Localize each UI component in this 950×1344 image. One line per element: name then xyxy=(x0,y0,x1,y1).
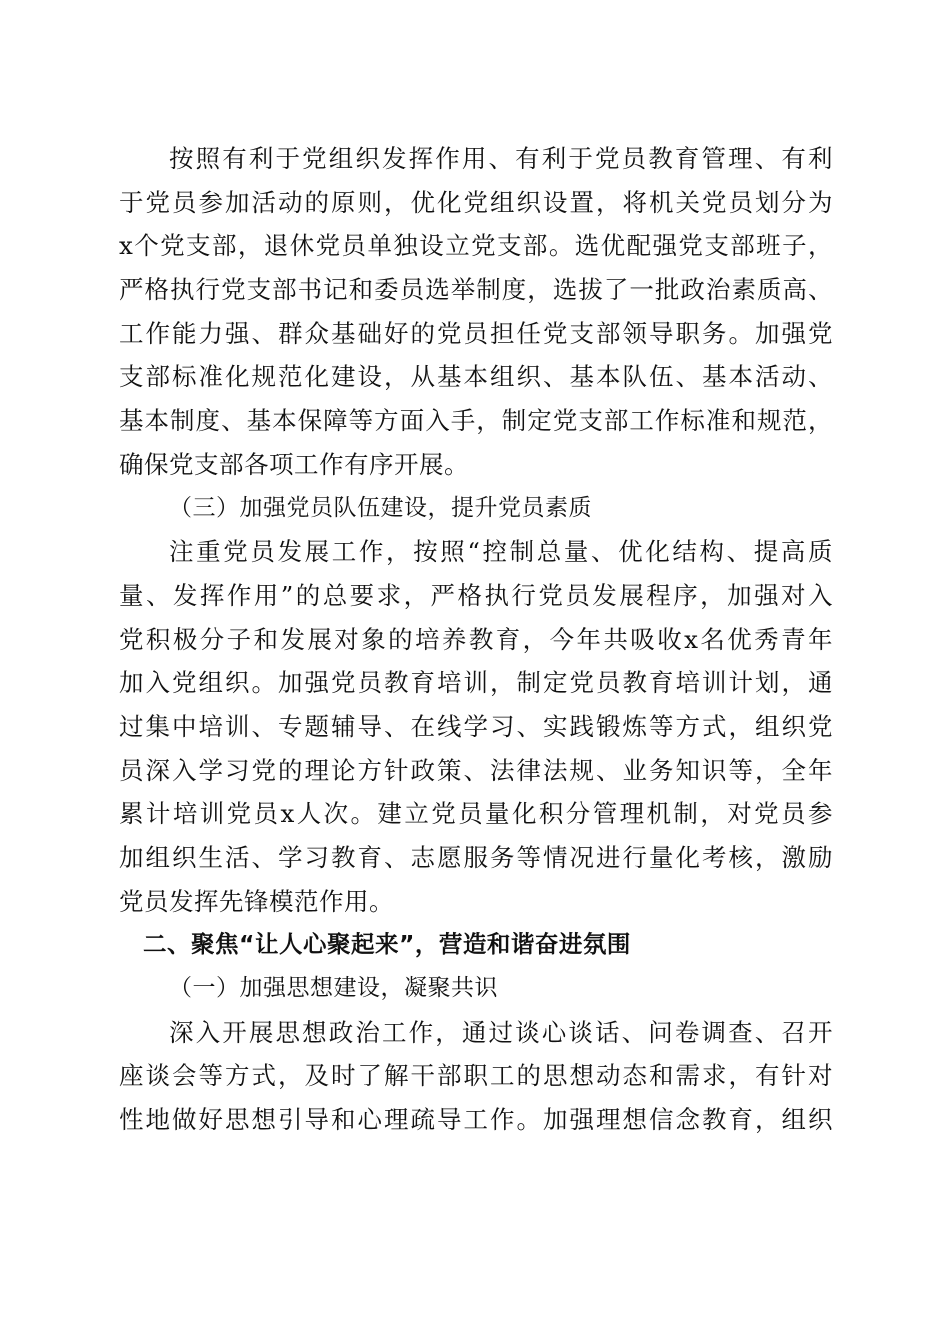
paragraph-line: 基本制度、基本保障等方面入手，制定党支部工作标准和规范， xyxy=(119,406,833,436)
paragraph-line: 过集中培训、专题辅导、在线学习、实践锻炼等方式，组织党 xyxy=(119,711,833,741)
paragraph-line: 工作能力强、群众基础好的党员担任党支部领导职务。加强党 xyxy=(119,318,833,348)
body-text xyxy=(119,137,833,1142)
paragraph-line: 党员发挥先锋模范作用。 xyxy=(119,886,394,916)
paragraph-line: 累计培训党员x人次。建立党员量化积分管理机制，对党员参 xyxy=(119,799,833,829)
paragraph-line: 座谈会等方式，及时了解干部职工的思想动态和需求，有针对 xyxy=(119,1061,833,1091)
paragraph-line: 支部标准化规范化建设，从基本组织、基本队伍、基本活动、 xyxy=(119,362,833,392)
paragraph-line: 性地做好思想引导和心理疏导工作。加强理想信念教育，组织 xyxy=(119,1105,833,1135)
paragraph-line: 量、发挥作用”的总要求，严格执行党员发展程序，加强对入 xyxy=(119,580,833,610)
paragraph-line: 加入党组织。加强党员教育培训，制定党员教育培训计划，通 xyxy=(119,668,833,698)
paragraph-line: 严格执行党支部书记和委员选举制度，选拔了一批政治素质高、 xyxy=(119,275,833,305)
paragraph-line: 按照有利于党组织发挥作用、有利于党员教育管理、有利 xyxy=(169,144,833,173)
paragraph-line: 深入开展思想政治工作，通过谈心谈话、问卷调查、召开 xyxy=(169,1017,833,1047)
paragraph-line: 党积极分子和发展对象的培养教育，今年共吸收x名优秀青年 xyxy=(119,624,833,654)
paragraph-line: 确保党支部各项工作有序开展。 xyxy=(119,449,469,479)
paragraph-line: 注重党员发展工作，按照“控制总量、优化结构、提高质 xyxy=(169,537,833,567)
subheading: （三）加强党员队伍建设，提升党员素质 xyxy=(169,494,592,521)
paragraph-line: 加组织生活、学习教育、志愿服务等情况进行量化考核，激励 xyxy=(119,843,833,872)
paragraph-line: 于党员参加活动的原则，优化党组织设置，将机关党员划分为 xyxy=(119,187,833,217)
section-heading: 二、聚焦“让人心聚起来”，营造和谐奋进氛围 xyxy=(143,930,631,959)
paragraph-line: 员深入学习党的理论方针政策、法律法规、业务知识等，全年 xyxy=(119,755,833,785)
subheading: （一）加强思想建设，凝聚共识 xyxy=(169,975,498,1002)
paragraph-line: x个党支部，退休党员单独设立党支部。选优配强党支部班子， xyxy=(119,231,833,261)
